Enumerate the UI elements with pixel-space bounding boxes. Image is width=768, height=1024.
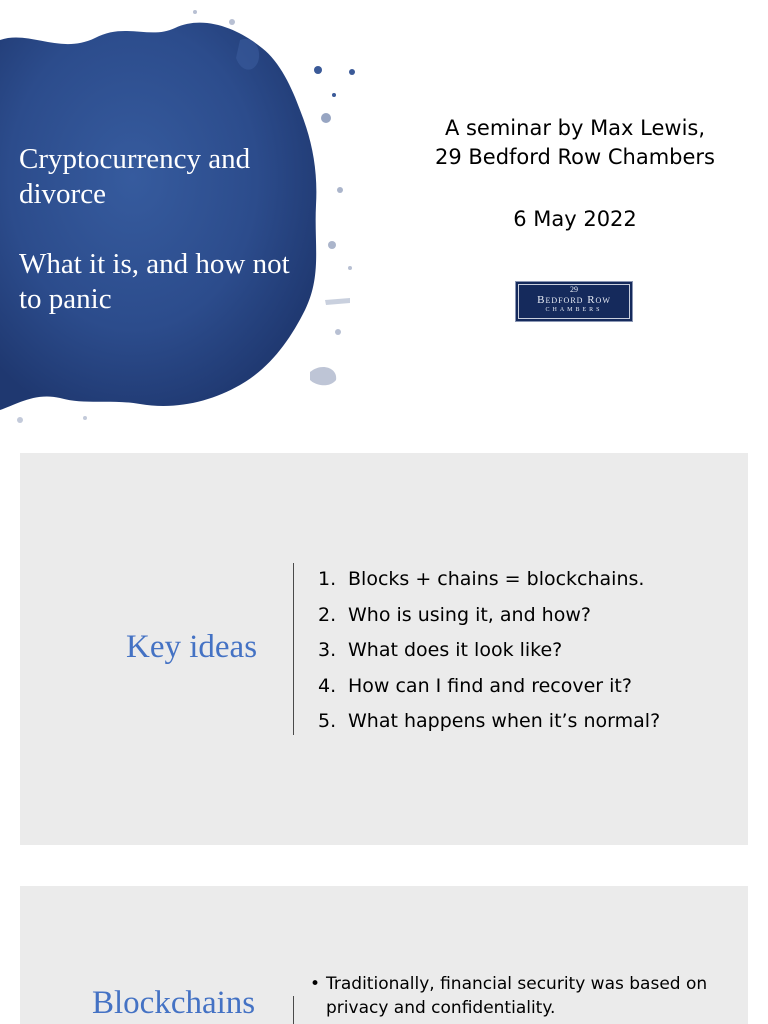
list-item-number: 1. <box>318 568 337 590</box>
vertical-divider <box>293 563 294 735</box>
key-ideas-slide <box>20 453 748 845</box>
bedford-row-logo <box>515 281 633 322</box>
list-item <box>318 598 660 634</box>
blockchains-slide <box>20 886 748 1024</box>
list-item-text: How can I find and recover it? <box>348 674 632 697</box>
list-item <box>318 633 660 669</box>
bullet-symbol: • <box>310 974 321 994</box>
title-main: Cryptocurrency and divorce <box>19 143 251 210</box>
blockchains-bullet-list <box>310 972 710 1020</box>
list-item-text: Traditionally, financial security was based on privacy and confidentiality. <box>326 974 708 1018</box>
seminar-chambers: 29 Bedford Row Chambers <box>434 145 716 169</box>
list-item <box>318 562 660 598</box>
key-ideas-list <box>318 562 660 740</box>
logo-number: 29 <box>570 285 578 294</box>
list-item-number: 4. <box>318 674 337 697</box>
list-item-number: 2. <box>318 603 337 626</box>
seminar-byline: A seminar by Max Lewis, <box>444 116 706 140</box>
key-ideas-heading: Key ideas <box>126 629 258 665</box>
vertical-divider <box>293 996 294 1024</box>
logo-name: Bedford Row <box>537 294 611 306</box>
list-item-number: 3. <box>318 639 337 661</box>
title-slide <box>0 0 768 432</box>
logo-sub: CHAMBERS <box>545 307 603 313</box>
list-item-text: Who is using it, and how? <box>348 603 591 626</box>
list-item <box>310 972 710 1020</box>
list-item-text: What happens when it’s normal? <box>348 710 661 732</box>
list-item <box>318 669 660 705</box>
list-item-number: 5. <box>318 710 337 732</box>
blockchains-heading: Blockchains <box>92 985 256 1021</box>
list-item <box>318 704 660 740</box>
seminar-date: 6 May 2022 <box>513 207 637 231</box>
list-item-text: What does it look like? <box>348 639 563 661</box>
ink-splash-graphic <box>0 0 360 432</box>
list-item-text: Blocks + chains = blockchains. <box>348 568 645 590</box>
title-subtitle: What it is, and how not to panic <box>19 248 290 315</box>
